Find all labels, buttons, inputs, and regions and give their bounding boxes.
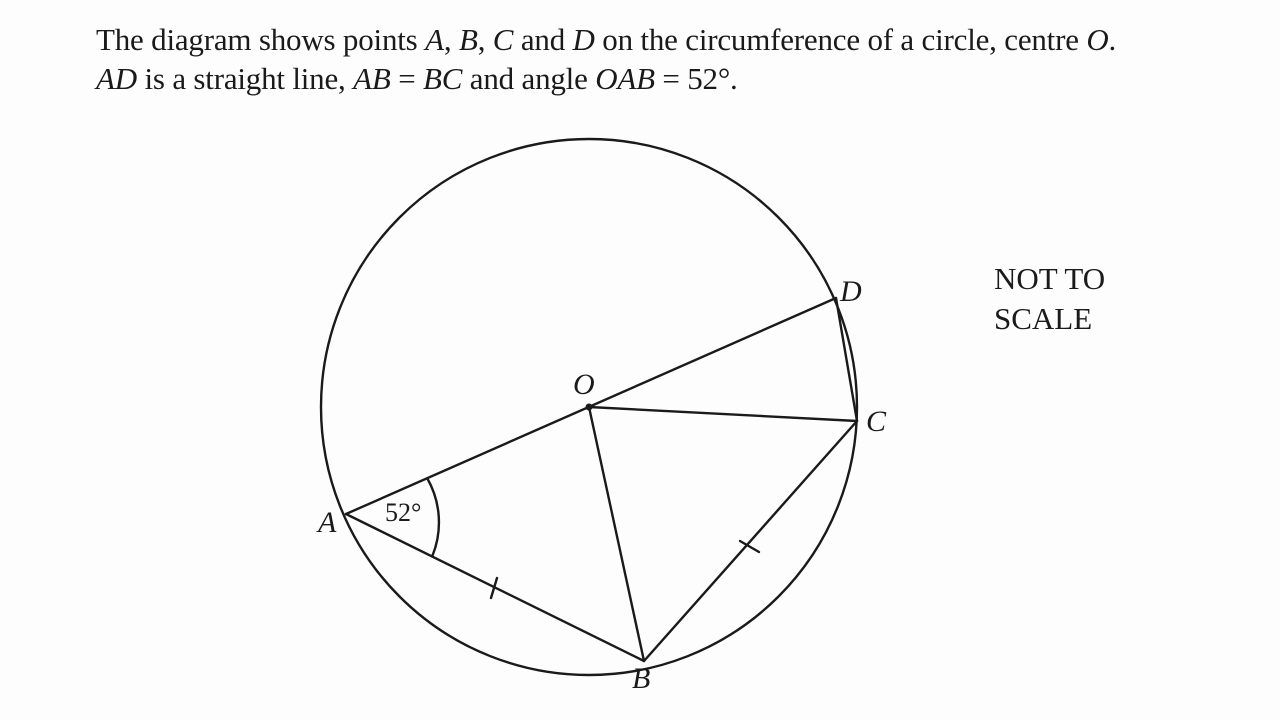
radius-oc [589,407,857,421]
angle-arc-oab [427,478,439,555]
label-o: O [573,368,595,401]
question-text-segment: on the circumference of a circle, centre [594,22,1087,57]
question-text-segment: The diagram shows points [96,22,426,57]
question-text-segment: = 52°. [654,61,738,96]
point-a-ref: A [425,22,444,57]
label-d: D [840,275,862,308]
point-o-ref: O [1086,22,1109,57]
question-text-segment: is a straight line, [136,61,354,96]
note-line-2: SCALE [994,301,1093,336]
label-a: A [318,506,337,539]
line-ad-ref: AD [96,61,137,96]
radius-ob [589,407,644,661]
centre-point [586,404,593,411]
question-text-segment: and angle [462,61,596,96]
angle-oab-ref: OAB [595,61,655,96]
question-text-segment: = [390,61,424,96]
question-text-segment: , [443,22,459,57]
point-c-ref: C [492,22,514,57]
angle-label: 52° [385,498,422,527]
segment-ab-ref: AB [353,61,391,96]
note-line-1: NOT TO [994,261,1106,296]
question-text-segment: and [513,22,573,57]
label-c: C [866,405,887,438]
question-text-segment: . [1108,22,1117,57]
point-b-ref: B [458,22,478,57]
label-b: B [632,662,651,695]
chord-bc [644,421,857,661]
question-text-segment: , [477,22,493,57]
segment-bc-ref: BC [423,61,463,96]
point-d-ref: D [572,22,595,57]
